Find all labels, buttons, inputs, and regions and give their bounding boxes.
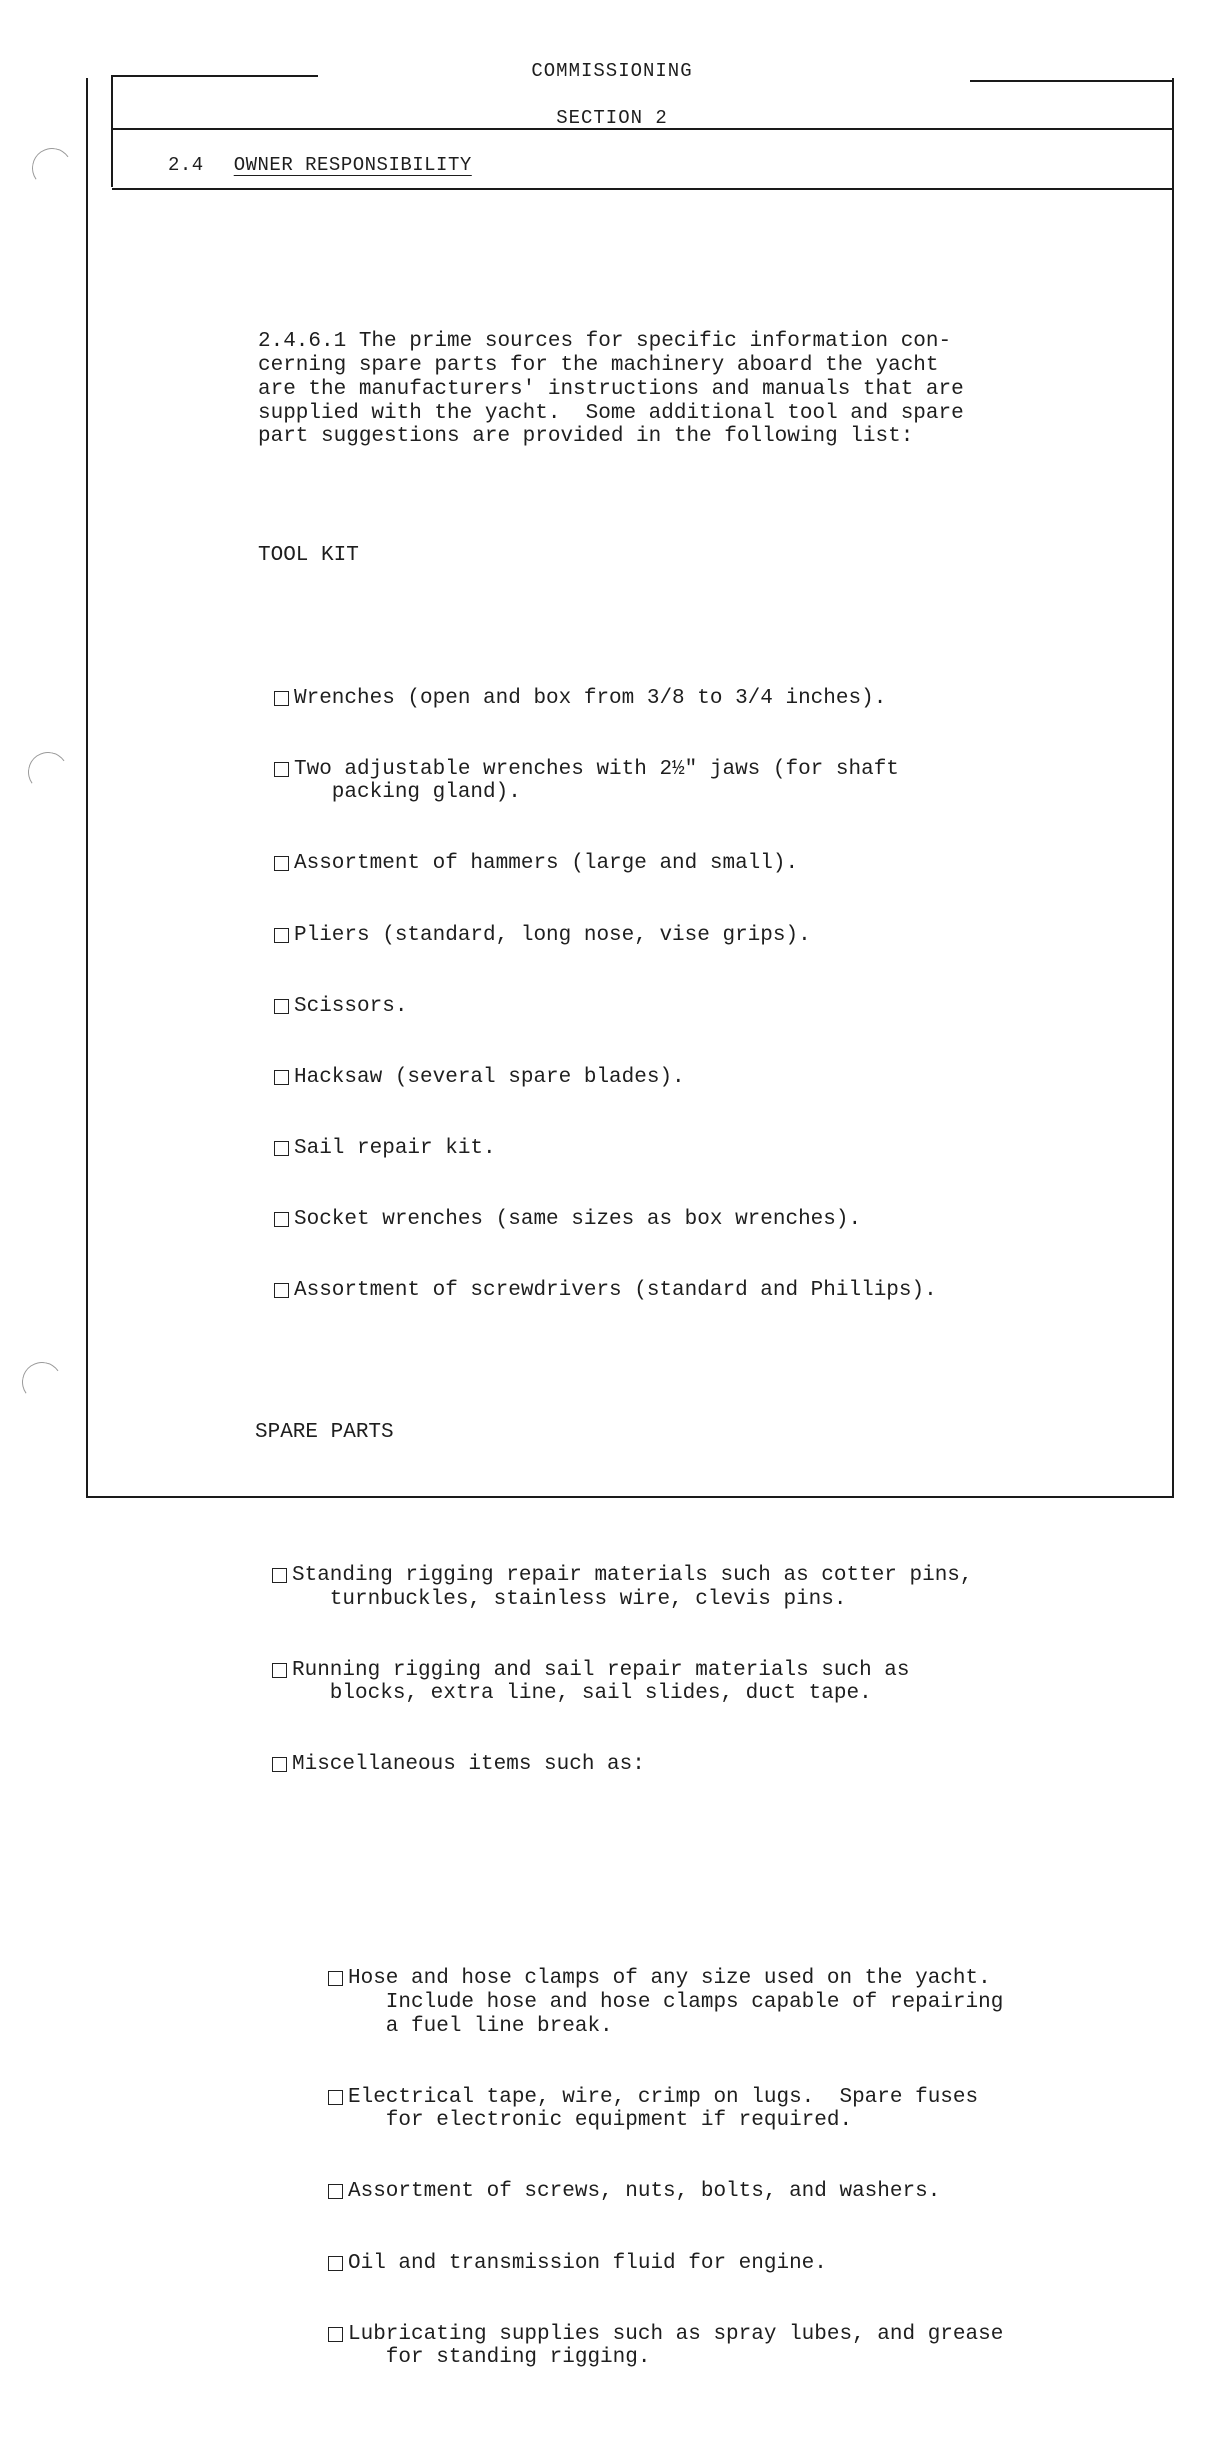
list-item-text: Assortment of screwdrivers (standard and Phillips). xyxy=(294,1279,937,1303)
list-item-text: Running rigging and sail repair materials such as blocks, extra line, sail slides, duct tape. xyxy=(292,1658,910,1706)
list-item xyxy=(274,1137,1118,1161)
list-item-text: Miscellaneous items such as: xyxy=(292,1753,645,1777)
list-item-text: Wrenches (open and box from 3/8 to 3/4 inches). xyxy=(294,686,887,710)
list-item-text: Hose and hose clamps of any size used on the yacht. Include hose and hose clamps capable of repairing a fuel line break. xyxy=(348,1967,1004,2038)
list-item-text: Assortment of hammers (large and small). xyxy=(294,852,799,876)
checkbox-icon xyxy=(274,999,289,1014)
checkbox-icon xyxy=(274,1141,289,1156)
checkbox-icon xyxy=(272,1568,287,1583)
checkbox-icon xyxy=(274,691,289,706)
subsection-number: 2.4 xyxy=(168,154,204,176)
header-rule xyxy=(112,188,1174,190)
checkbox-icon xyxy=(328,2090,343,2105)
list-item-text: Socket wrenches (same sizes as box wrenches). xyxy=(294,1208,862,1232)
list-item xyxy=(274,1208,1118,1232)
binder-hole xyxy=(25,749,71,795)
list-item xyxy=(274,995,1118,1019)
list-item-text: Sail repair kit. xyxy=(294,1136,496,1160)
list-item-text: Assortment of screws, nuts, bolts, and washers. xyxy=(348,2180,941,2204)
miscellaneous-list xyxy=(328,1920,1118,2418)
section-label: SECTION 2 xyxy=(556,107,668,129)
checkbox-icon xyxy=(328,2327,343,2342)
list-item xyxy=(328,2323,1118,2370)
checkbox-icon xyxy=(328,2184,343,2199)
list-item xyxy=(274,924,1118,948)
list-item-text: Pliers (standard, long nose, vise grips). xyxy=(294,923,811,947)
checkbox-icon xyxy=(274,1283,289,1298)
frame-line xyxy=(111,75,113,187)
list-item xyxy=(328,2086,1118,2133)
binder-hole xyxy=(19,1359,65,1405)
tool-kit-heading: TOOL KIT xyxy=(258,544,359,568)
subsection-heading xyxy=(168,154,472,176)
list-item xyxy=(272,1564,1118,1611)
checkbox-icon xyxy=(274,928,289,943)
list-item xyxy=(328,1967,1118,2038)
checkbox-icon xyxy=(328,1971,343,1986)
running-head: COMMISSIONING xyxy=(531,60,693,82)
list-item-text: Oil and transmission fluid for engine. xyxy=(348,2251,827,2275)
list-item xyxy=(272,1753,1118,1777)
list-item-text: Hacksaw (several spare blades). xyxy=(294,1065,685,1089)
binder-hole xyxy=(29,145,75,191)
list-item-text: Electrical tape, wire, crimp on lugs. Spare fuses for electronic equipment if required. xyxy=(348,2085,979,2133)
tool-kit-list xyxy=(274,639,1118,1350)
list-item xyxy=(274,687,1118,711)
checkbox-icon xyxy=(272,1663,287,1678)
checkbox-icon xyxy=(274,856,289,871)
list-item xyxy=(274,1279,1118,1303)
checkbox-icon xyxy=(274,1212,289,1227)
checkbox-icon xyxy=(272,1757,287,1772)
checkbox-icon xyxy=(274,762,289,777)
list-item xyxy=(274,852,1118,876)
list-item-text: Two adjustable wrenches with 2½" jaws (for shaft packing gland). xyxy=(294,757,899,805)
document-body xyxy=(255,283,1118,2441)
list-item-text: Standing rigging repair materials such as cotter pins, turnbuckles, stainless wire, clevis pins. xyxy=(292,1563,973,1611)
list-item-text: Lubricating supplies such as spray lubes, and grease for standing rigging. xyxy=(348,2322,1004,2370)
list-item xyxy=(272,1659,1118,1706)
spare-parts-list xyxy=(272,1516,1118,1824)
checkbox-icon xyxy=(274,1070,289,1085)
list-item xyxy=(328,2252,1118,2276)
list-item xyxy=(328,2180,1118,2204)
checkbox-icon xyxy=(328,2256,343,2271)
list-item xyxy=(274,758,1118,805)
list-item-text: Scissors. xyxy=(294,994,408,1018)
spare-parts-heading: SPARE PARTS xyxy=(255,1421,394,1445)
subsection-title: OWNER RESPONSIBILITY xyxy=(233,154,472,176)
list-item xyxy=(274,1066,1118,1090)
intro-paragraph: 2.4.6.1 The prime sources for specific information con- cerning spare parts for the machinery aboard the yacht are the manufacturers' instructions and manuals that are supplied with the yacht. Some additional tool and spare part suggestions are provided in the following list: xyxy=(258,330,964,449)
